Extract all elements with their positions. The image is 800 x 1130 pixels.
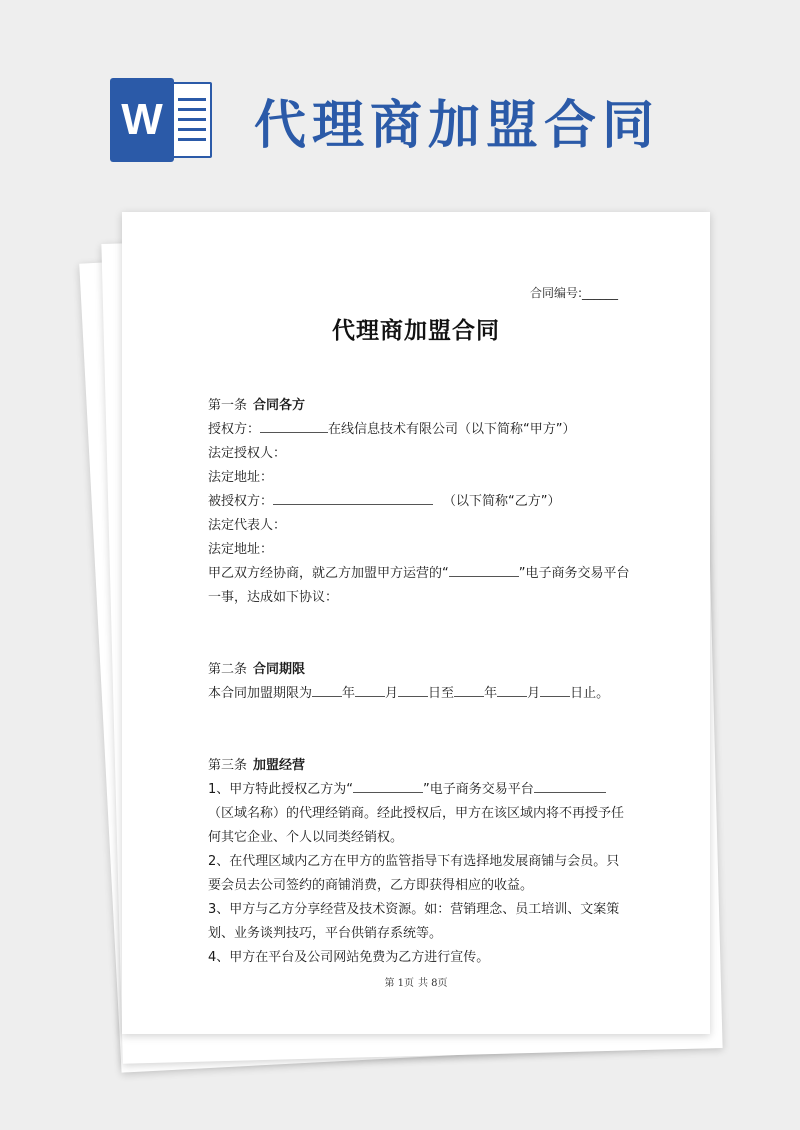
region-blank [534, 778, 606, 793]
page-total: 共 8页 [418, 978, 448, 989]
grantor-suffix: 在线信息技术有限公司（以下简称“甲方”） [328, 422, 576, 437]
contract-number: 合同编号:______ [529, 286, 618, 300]
grantor-label: 授权方： [208, 422, 261, 437]
grantor-line [208, 418, 628, 442]
end-day-blank [540, 682, 570, 697]
legal-address-line-1: 法定地址： [208, 470, 274, 485]
section1-name: 合同各方 [253, 398, 306, 413]
document-body [208, 394, 628, 970]
start-month-blank [355, 682, 385, 697]
section2-name: 合同期限 [253, 662, 306, 677]
section3-name: 加盟经营 [253, 758, 306, 773]
period-prefix: 本合同加盟期限为 [208, 686, 313, 701]
end-month-blank [497, 682, 527, 697]
document-title: 代理商加盟合同 [332, 318, 500, 344]
start-day-label: 日至 [428, 686, 455, 701]
section2-number: 第二条 [208, 662, 248, 677]
section3-number: 第三条 [208, 758, 248, 773]
start-year-blank [312, 682, 342, 697]
end-year-blank [454, 682, 484, 697]
legal-rep-line: 法定代表人： [208, 518, 287, 533]
end-day-label: 日止。 [570, 686, 610, 701]
item1-text-a: 1、甲方特此授权乙方为 [208, 782, 347, 797]
grantee-suffix: （以下简称“乙方”） [443, 494, 561, 509]
item1-text-b: 电子商务交易平台 [429, 782, 534, 797]
contract-period-line [208, 682, 628, 706]
legal-address-line-2: 法定地址： [208, 542, 274, 557]
platform-blank-2 [353, 778, 423, 793]
agreement-line-1: 甲乙双方经协商，就乙方加盟甲方运营的“ ”电子商务交易平台 [208, 562, 628, 586]
section1-heading [208, 394, 628, 418]
section3-item1-cont: （区域名称）的代理经销商。经此授权后，甲方在该区域内将不再授予任何其它企业、个人以同类经销权。 [208, 806, 625, 845]
banner-title: 代理商加盟合同 [254, 95, 661, 156]
page-number: 第 1页 [384, 978, 414, 989]
word-icon-letter: W [110, 78, 174, 162]
banner-header [110, 78, 660, 162]
document-page [122, 212, 710, 1034]
end-month-label: 月 [527, 686, 541, 701]
grantee-line [208, 490, 628, 514]
section1-number: 第一条 [208, 398, 248, 413]
legal-authorizer-line: 法定授权人： [208, 446, 287, 461]
section3-item1-line: 1、甲方特此授权乙方为“ ”电子商务交易平台 [208, 778, 628, 802]
grantor-blank [260, 418, 328, 433]
agreement-text-b: 电子商务交易平台 [525, 566, 630, 581]
grantee-label: 被授权方： [208, 494, 274, 509]
grantee-blank [273, 490, 433, 505]
start-month-label: 月 [385, 686, 399, 701]
section3-item2: 2、在代理区域内乙方在甲方的监管指导下有选择地发展商铺与会员。只要会员去公司签约的商铺消费，乙方即获得相应的收益。 [208, 854, 620, 893]
agreement-text-a: 甲乙双方经协商，就乙方加盟甲方运营的 [208, 566, 443, 581]
section3-item3: 3、甲方与乙方分享经营及技术资源。如：营销理念、员工培训、文案策划、业务谈判技巧，平台供销存系统等。 [208, 902, 620, 941]
section2-heading [208, 658, 628, 682]
start-year-label: 年 [342, 686, 356, 701]
section3-item4: 4、甲方在平台及公司网站免费为乙方进行宣传。 [208, 950, 490, 965]
platform-blank-1 [449, 562, 519, 577]
end-year-label: 年 [484, 686, 498, 701]
page-footer [122, 974, 710, 989]
word-icon [110, 78, 214, 162]
start-day-blank [398, 682, 428, 697]
section3-heading [208, 754, 628, 778]
agreement-line-2: 一事，达成如下协议： [208, 590, 339, 605]
